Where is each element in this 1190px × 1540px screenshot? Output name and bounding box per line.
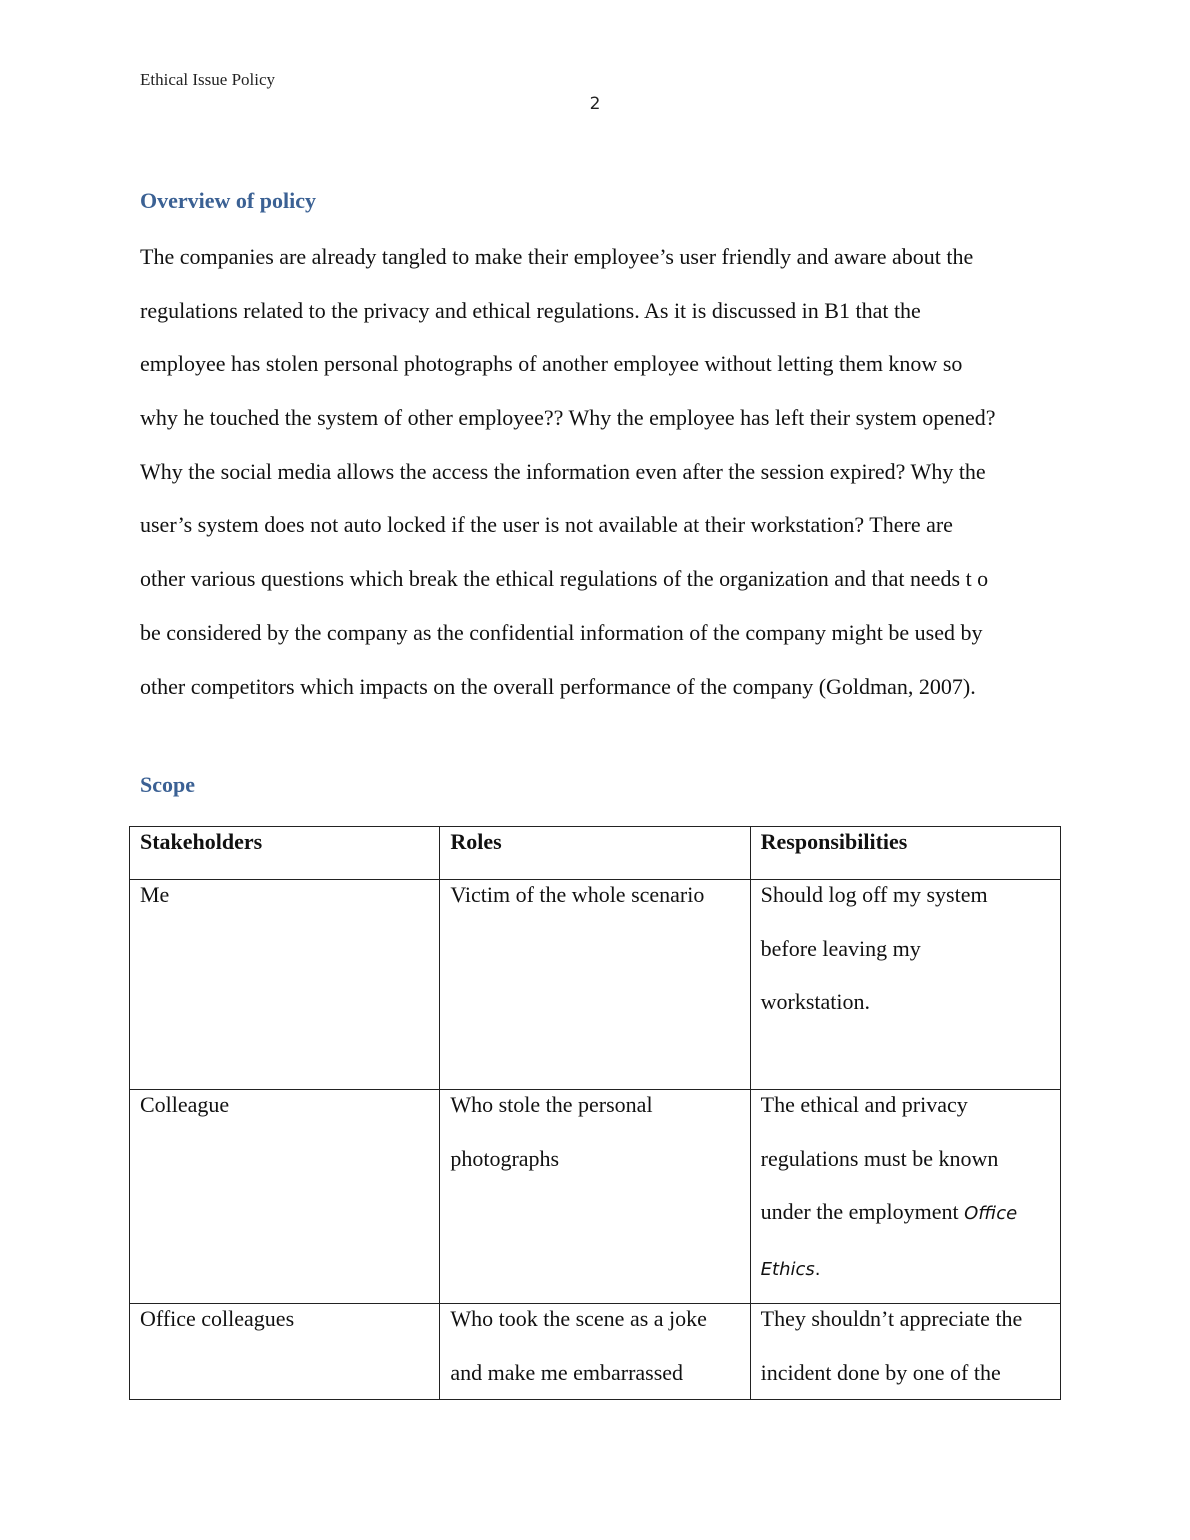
table-row bbox=[130, 1304, 1061, 1400]
role-cell: Who took the scene as a joke and make me embarrassed bbox=[440, 1304, 750, 1400]
responsibility-cell: The ethical and privacy regulations must be known under the employment Office Ethics. bbox=[750, 1090, 1060, 1304]
scope-table bbox=[129, 826, 1061, 1400]
paragraph-line: why he touched the system of other employee?? Why the employee has left their system opened? bbox=[140, 405, 996, 431]
role-cell: Who stole the personal photographs bbox=[440, 1090, 750, 1304]
overview-heading: Overview of policy bbox=[140, 188, 316, 213]
column-header-stakeholders: Stakeholders bbox=[130, 827, 440, 880]
paragraph-line: other competitors which impacts on the overall performance of the company (Goldman, 2007). bbox=[140, 673, 976, 699]
scope-heading: Scope bbox=[140, 772, 195, 797]
page-number: 2 bbox=[589, 94, 601, 114]
column-header-responsibilities: Responsibilities bbox=[750, 827, 1060, 880]
responsibility-cell: They shouldn’t appreciate the incident done by one of the bbox=[750, 1304, 1060, 1400]
paragraph-line: user’s system does not auto locked if the user is not available at their workstation? There are bbox=[140, 512, 953, 538]
stakeholder-cell: Me bbox=[130, 880, 440, 1090]
responsibility-cell: Should log off my system before leaving my workstation. bbox=[750, 880, 1060, 1090]
paragraph-line: employee has stolen personal photographs of another employee without letting them know so bbox=[140, 351, 963, 377]
table-row bbox=[130, 1090, 1061, 1304]
role-cell: Victim of the whole scenario bbox=[440, 880, 750, 1090]
paragraph-line: Why the social media allows the access the information even after the session expired? Why the bbox=[140, 458, 986, 484]
paragraph-line: be considered by the company as the confidential information of the company might be used by bbox=[140, 619, 983, 645]
paragraph-line: The companies are already tangled to make their employee’s user friendly and aware about the bbox=[140, 244, 974, 269]
running-head: Ethical Issue Policy bbox=[140, 70, 276, 89]
stakeholder-cell: Office colleagues bbox=[130, 1304, 440, 1400]
overview-paragraph bbox=[140, 230, 1055, 713]
paragraph-line: regulations related to the privacy and ethical regulations. As it is discussed in B1 that the bbox=[140, 297, 921, 323]
paragraph-line: other various questions which break the ethical regulations of the organization and that needs t o bbox=[140, 566, 989, 592]
table-row bbox=[130, 880, 1061, 1090]
column-header-roles: Roles bbox=[440, 827, 750, 880]
stakeholder-cell: Colleague bbox=[130, 1090, 440, 1304]
